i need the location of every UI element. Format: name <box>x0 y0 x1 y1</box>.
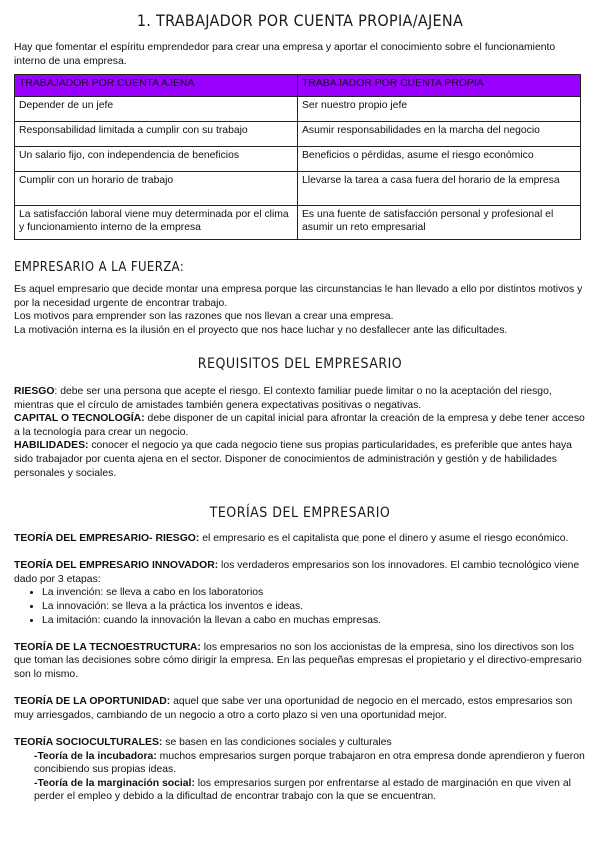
table-cell: Un salario fijo, con independencia de beneficios <box>15 147 298 172</box>
section-title-cuenta-propia-ajena: 1. TRABAJADOR POR CUENTA PROPIA/AJENA <box>136 11 464 30</box>
body-line: La motivación interna es la ilusión en el proyecto que nos hace luchar y no desfallecer ante las dificultades. <box>14 324 508 336</box>
definition: : debe ser una persona que acepte el riesgo. El contexto familiar puede limitar o no la aceptación del riesgo, mientras que el círculo de amistades también genera expectativas positivas o negativas. <box>14 386 552 411</box>
term: CAPITAL O TECNOLOGÍA: <box>14 413 145 425</box>
definition: debe disponer de un capital inicial para afrontar la creación de la empresa y debe tener acceso a la tecnología para crear un negocio. <box>14 413 585 438</box>
definition: se basen en las condiciones sociales y culturales <box>162 736 392 748</box>
body-line: Los motivos para emprender son las razones que nos llevan a crear una empresa. <box>14 311 394 323</box>
term: TEORÍA DEL EMPRESARIO INNOVADOR: <box>14 560 219 572</box>
requisitos-body <box>14 385 586 480</box>
term: HABILIDADES: <box>14 440 89 452</box>
comparison-table <box>14 74 581 240</box>
table-cell: Cumplir con un horario de trabajo <box>15 172 298 206</box>
table-header-propia: TRABAJADOR POR CUENTA PROPIA <box>298 75 581 97</box>
teoria-oportunidad <box>14 695 586 722</box>
etapas-list <box>14 586 586 627</box>
teoria-riesgo <box>14 532 586 546</box>
teoria-marginacion <box>14 777 586 804</box>
definition: aquel que sabe ver una oportunidad de negocio en el mercado, estos empresarios son muy arriesgados, cambiando de un negocio a otro a corto plazo si ven una oportunidad mejor. <box>14 696 573 721</box>
section-title-empresario-fuerza: EMPRESARIO A LA FUERZA: <box>14 260 185 275</box>
table-row <box>15 97 581 122</box>
teoria-innovador <box>14 559 586 586</box>
table-row <box>15 206 581 240</box>
teorias-body <box>14 532 586 804</box>
term: TEORÍA SOCIOCULTURALES: <box>14 736 163 748</box>
definition: los empresarios surgen por enfrentarse al estado de marginación en que viven al perder el empleo y debido a la dificultad de encontrar trabajo con la que se encuentran. <box>34 777 571 803</box>
table-cell: Llevarse la tarea a casa fuera del horario de la empresa <box>298 172 581 206</box>
requisito-capital <box>14 412 586 439</box>
table-cell: La satisfacción laboral viene muy determinada por el clima y funcionamiento interno de la empresa <box>15 206 298 240</box>
table-cell: Ser nuestro propio jefe <box>298 97 581 122</box>
table-cell: Responsabilidad limitada a cumplir con su trabajo <box>15 122 298 147</box>
table-row <box>15 122 581 147</box>
table-row <box>15 172 581 206</box>
table-row <box>15 147 581 172</box>
definition: conocer el negocio ya que cada negocio tiene sus propias particularidades, es preferible que antes haya sido trabajador por cuenta ajena en el sector. Disponer de conocimientos de administración y gestión y de habilidades personales y sociales. <box>14 440 572 479</box>
requisito-habilidades <box>14 439 586 480</box>
requisito-riesgo <box>14 385 586 412</box>
table-cell: Asumir responsabilidades en la marcha del negocio <box>298 122 581 147</box>
body-line: Es aquel empresario que decide montar una empresa porque las circunstancias le han llevado a ello por distintos motivos y por la necesidad urgente de encontrar trabajo. <box>14 284 583 309</box>
teoria-socioculturales <box>14 736 586 750</box>
table-cell: Es una fuente de satisfacción personal y profesional el asumir un reto empresarial <box>298 206 581 240</box>
table-cell: Beneficios o pérdidas, asume el riesgo económico <box>298 147 581 172</box>
list-item: • La invención: se lleva a cabo en los laboratorios <box>42 586 586 600</box>
term: TEORÍA DEL EMPRESARIO- RIESGO: <box>14 533 200 544</box>
teoria-incubadora <box>14 750 586 777</box>
list-item: • La innovación: se lleva a la práctica los inventos e ideas. <box>42 600 586 614</box>
definition: el empresario es el capitalista que pone el dinero y asume el riesgo económico. <box>199 533 569 544</box>
term: -Teoría de la incubadora: <box>34 750 157 762</box>
intro-paragraph <box>14 41 586 68</box>
teoria-tecnoestructura <box>14 641 586 682</box>
term: RIESGO <box>14 386 55 397</box>
table-header-ajena: TRABAJADOR POR CUENTA AJENA <box>15 75 298 97</box>
definition: los verdaderos empresarios son los innovadores. El cambio tecnológico viene dado por 3 etapas: <box>14 560 580 585</box>
term: TEORÍA DE LA OPORTUNIDAD: <box>14 696 171 708</box>
term: -Teoría de la marginación social: <box>34 777 195 789</box>
empresario-fuerza-body <box>14 283 586 337</box>
table-cell: Depender de un jefe <box>15 97 298 122</box>
definition: muchos empresarios surgen porque trabajaron en otra empresa donde aprendieron y fueron concibiendo sus propias ideas. <box>34 750 585 776</box>
intro-text: Hay que fomentar el espíritu emprendedor para crear una empresa y aportar el conocimiento sobre el funcionamiento interno de una empresa. <box>14 42 556 67</box>
section-title-requisitos: REQUISITOS DEL EMPRESARIO <box>197 356 403 372</box>
term: TEORÍA DE LA TECNOESTRUCTURA: <box>14 641 201 653</box>
table-header-row <box>15 75 581 97</box>
list-item: • La imitación: cuando la innovación la llevan a cabo en muchas empresas. <box>42 614 586 628</box>
definition: los empresarios no son los accionistas de la empresa, sino los directivos son los que toman las decisiones sobre cómo dirigir la empresa. En las pequeñas empresas el propietario y el directivo-empresario son lo mismo. <box>14 641 582 680</box>
section-title-teorias: TEORÍAS DEL EMPRESARIO <box>209 505 391 521</box>
